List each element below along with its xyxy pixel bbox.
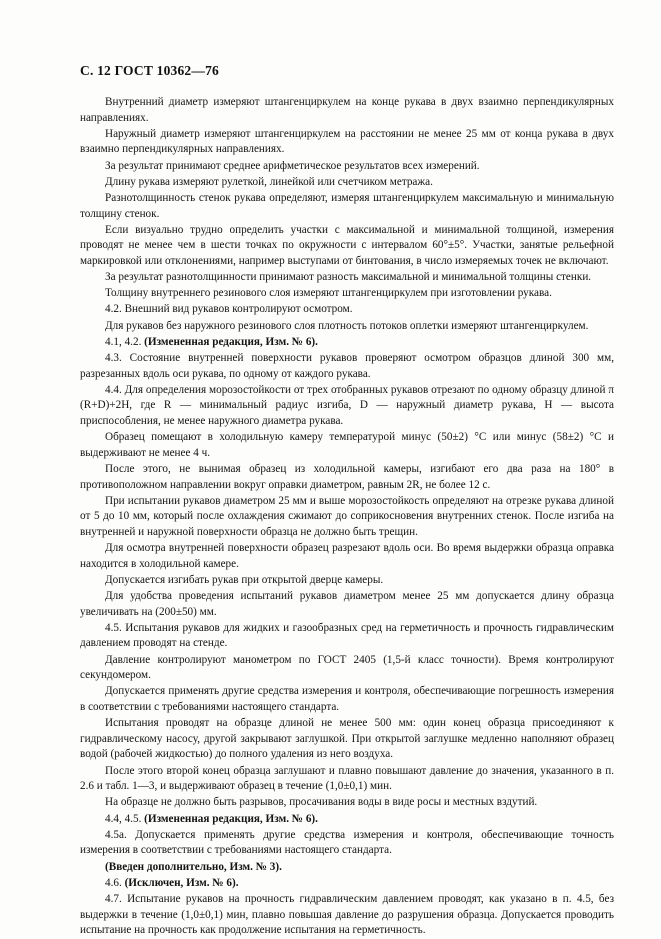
clause-ref: 4.1, 4.2. — [105, 335, 145, 348]
paragraph: После этого второй конец образца заглушают и плавно повышают давление до значения, указанного в п. 2.6 и табл. 1—3, и выдерживают образец в течение (1,0±0,1) мин. — [80, 764, 614, 793]
page-header: С. 12 ГОСТ 10362—76 — [80, 63, 219, 78]
paragraph: После этого, не вынимая образец из холодильной камеры, изгибают его два раза на 180° в противоположном направлении вокруг оправки диаметром, равным 2R, не более 12 с. — [80, 462, 614, 491]
paragraph: Внутренний диаметр измеряют штангенциркулем на конце рукава в двух взаимно перпендикулярных направлениях. — [80, 96, 614, 124]
paragraph: Длину рукава измеряют рулеткой, линейкой или счетчиком метража. — [105, 175, 433, 188]
amendment-text: (Измененная редакция, Изм. № 6). — [144, 335, 318, 348]
paragraph: Для рукавов без наружного резинового слоя плотность потоков оплетки измеряют штангенциркулем. — [105, 319, 589, 332]
amendment-text: (Исключен, Изм. № 6). — [124, 876, 239, 889]
paragraph: Испытания проводят на образце длиной не менее 500 мм: один конец образца присоединяют к гидравлическому насосу, другой закрывают заглушкой. При открытой заглушке медленно наполняют образец водой (рабочей жидкостью) до полного удаления из него воздуха. — [80, 717, 614, 761]
paragraph: 4.3. Состояние внутренней поверхности рукавов проверяют осмотром образцов длиной 300 мм, разрезанных вдоль оси рукава, по одному от каждого рукава. — [80, 352, 614, 380]
paragraph: 4.5. Испытания рукавов для жидких и газообразных сред на герметичность и прочность гидравлическим давлением проводят на стенде. — [80, 621, 614, 650]
amendment-note — [80, 876, 614, 892]
paragraph: Наружный диаметр измеряют штангенциркулем на расстоянии не менее 25 мм от конца рукава в двух взаимно перпендикулярных направлениях. — [80, 127, 614, 156]
paragraph: Если визуально трудно определить участки с максимальной и минимальной толщиной, измерения проводят не менее чем в шести точках по окружности с интервалом 60°±5°. Участки, занятые рельефной маркировкой или отклонениями, например выступами от бинтования, в число измеряемых точек не включают. — [80, 223, 614, 267]
paragraph: За результат разнотолщинности принимают разность максимальной и минимальной толщины стенки. — [105, 271, 592, 284]
paragraph: Образец помещают в холодильную камеру температурой минус (50±2) °С или минус (58±2) °С и выдерживают не менее 4 ч. — [80, 431, 614, 459]
clause-ref: 4.4, 4.5. — [105, 812, 145, 825]
amendment-note — [80, 812, 614, 828]
paragraph: 4.2. Внешний вид рукавов контролируют осмотром. — [105, 303, 353, 316]
amendment-note: (Введен дополнительно, Изм. № 3). — [105, 860, 282, 873]
clause-ref: 4.6. — [105, 876, 125, 889]
paragraph: Допускается изгибать рукав при открытой дверце камеры. — [105, 573, 384, 586]
amendment-note — [80, 335, 614, 351]
paragraph: 4.4. Для определения морозостойкости от трех отобранных рукавов отрезают по одному образцу длиной π (R+D)+2H, где R — минимальный радиус изгиба, D — наружный диаметр рукава, H — высота приспособления, не менее наружного диаметра рукава. — [80, 383, 614, 427]
paragraph: Допускается применять другие средства измерения и контроля, обеспечивающие погрешность измерения в соответствии с требованиями настоящего стандарта. — [80, 685, 614, 714]
document-body — [80, 95, 614, 939]
paragraph: На образце не должно быть разрывов, просачивания воды в виде росы и местных вздутий. — [105, 796, 538, 809]
paragraph: Толщину внутреннего резинового слоя измеряют штангенциркулем при изготовлении рукава. — [105, 287, 552, 300]
paragraph: Для удобства проведения испытаний рукавов диаметром менее 25 мм допускается длину образца увеличивать на (200±50) мм. — [80, 590, 614, 618]
amendment-text: (Измененная редакция, Изм. № 6). — [144, 812, 318, 825]
paragraph: За результат принимают среднее арифметическое результатов всех измерений. — [105, 159, 480, 172]
paragraph: Разнотолщинность стенок рукава определяют, измеряя штангенциркулем максимальную и минимальную толщину стенок. — [80, 191, 614, 220]
paragraph: При испытании рукавов диаметром 25 мм и выше морозостойкость определяют на отрезке рукава длиной от 5 до 10 мм, который после охлаждения сжимают до соприкосновения внутренних стенок. После изгиба на внутренней и наружной поверхности образца не должно быть трещин. — [80, 494, 614, 538]
paragraph: Для осмотра внутренней поверхности образец разрезают вдоль оси. Во время выдержки образца оправка находится в холодильной камере. — [80, 542, 614, 570]
paragraph: 4.7. Испытание рукавов на прочность гидравлическим давлением проводят, как указано в п. 4.5, без выдержки в течение (1,0±0,1) мин, плавно повышая давление до разрушения образца. Допускается проводить испытание на прочность как продолжение испытания на герметичность. — [80, 892, 614, 937]
paragraph: Давление контролируют манометром по ГОСТ 2405 (1,5-й класс точности). Время контролируют секундомером. — [80, 653, 614, 682]
paragraph: 4.5а. Допускается применять другие средства измерения и контроля, обеспечивающие точность измерения в соответствии с требованиями настоящего стандарта. — [80, 828, 614, 857]
